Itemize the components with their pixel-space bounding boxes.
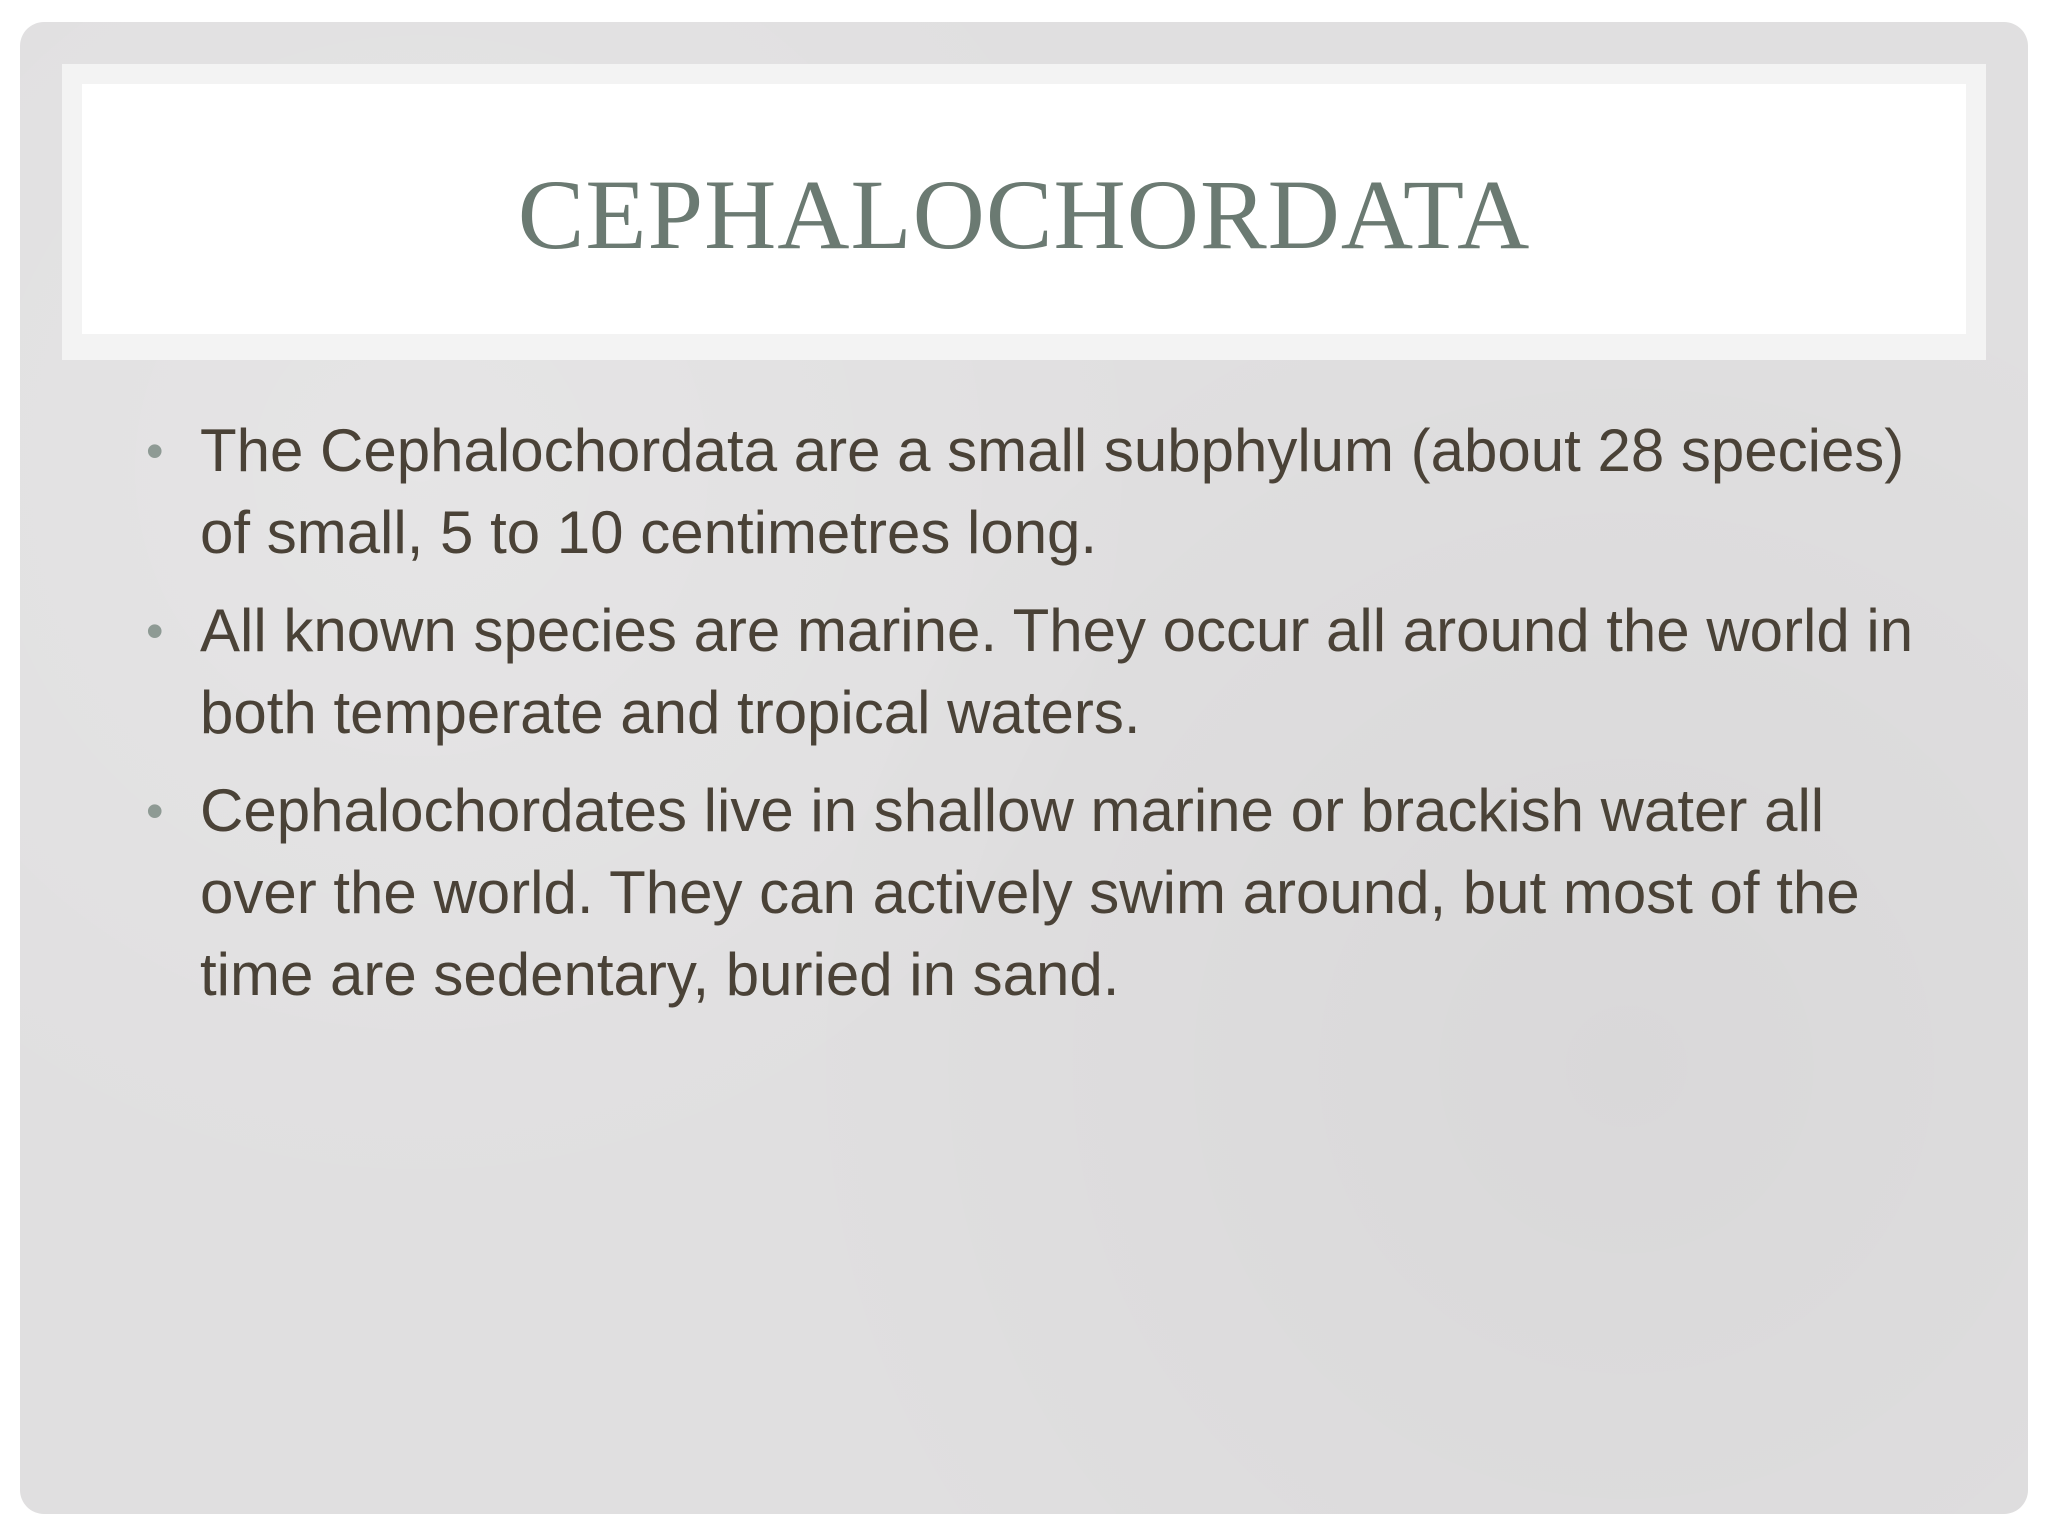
title-band bbox=[62, 64, 1986, 360]
slide bbox=[20, 22, 2028, 1514]
bullet-text-1: The Cephalochordata are a small subphylum (about 28 species) of small, 5 to 10 centimetres long. bbox=[200, 417, 1905, 566]
bullet-list bbox=[146, 410, 1946, 1016]
title-box bbox=[82, 84, 1966, 334]
bullet-icon: • bbox=[146, 423, 164, 479]
bullet-item-2 bbox=[146, 590, 1946, 754]
bullet-icon: • bbox=[146, 603, 164, 659]
bullet-text-2: All known species are marine. They occur all around the world in both temperate and tropical waters. bbox=[200, 597, 1914, 746]
bullet-item-3 bbox=[146, 770, 1946, 1016]
slide-title: CEPHALOCHORDATA bbox=[517, 159, 1531, 270]
bullet-item-1 bbox=[146, 410, 1946, 574]
content-area bbox=[146, 410, 1946, 1032]
bullet-icon: • bbox=[146, 783, 164, 839]
bullet-text-3: Cephalochordates live in shallow marine or brackish water all over the world. They can actively swim around, but most of the time are sedentary, buried in sand. bbox=[200, 777, 1860, 1008]
